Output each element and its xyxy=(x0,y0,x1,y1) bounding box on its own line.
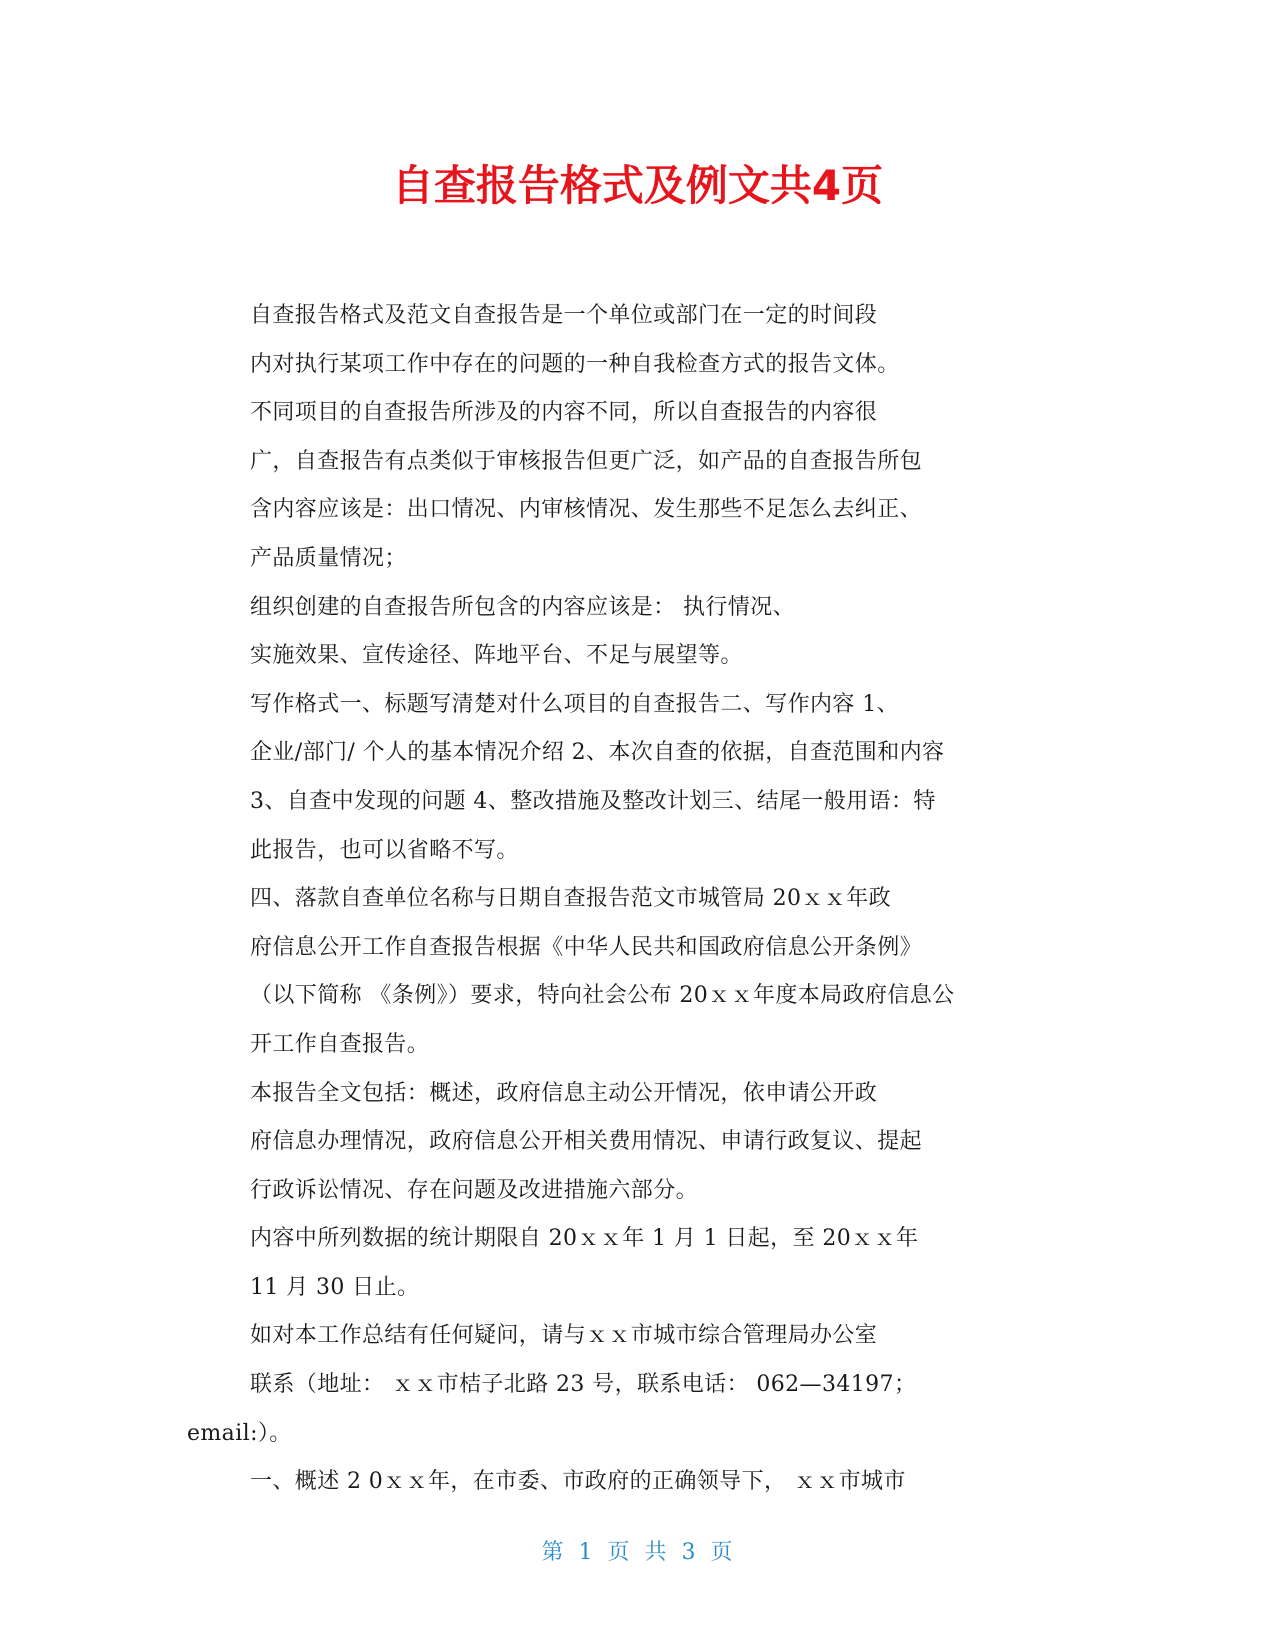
document-title: 自查报告格式及例文共4页 xyxy=(391,161,884,210)
body-line: 产品质量情况； xyxy=(250,545,407,571)
body-line: 含内容应该是：出口情况、内审核情况、发生那些不足怎么去纠正、 xyxy=(250,497,923,523)
body-line: 组织创建的自查报告所包含的内容应该是： 执行情况、 xyxy=(250,594,795,620)
body-line: 府信息公开工作自查报告根据《中华人民共和国政府信息公开条例》 xyxy=(250,934,923,960)
body-line: 开工作自查报告。 xyxy=(250,1031,430,1057)
body-line: （以下简称 《条例》）要求，特向社会公布 20ｘｘ年度本局政府信息公 xyxy=(250,983,955,1009)
body-line: 一、概述 2 0ｘｘ年，在市委、市政府的正确领导下， ｘｘ市城市 xyxy=(250,1469,906,1495)
document-body xyxy=(0,292,1275,1507)
body-line: 府信息办理情况，政府信息公开相关费用情况、申请行政复议、提起 xyxy=(250,1129,923,1155)
body-line: 内对执行某项工作中存在的问题的一种自我检查方式的报告文体。 xyxy=(250,351,900,377)
body-line: 3、自查中发现的问题 4、整改措施及整改计划三、结尾一般用语：特 xyxy=(250,788,936,814)
body-line: 不同项目的自查报告所涉及的内容不同，所以自查报告的内容很 xyxy=(250,400,878,426)
body-line: 如对本工作总结有任何疑问，请与ｘｘ市城市综合管理局办公室 xyxy=(250,1323,878,1349)
body-line: 广，自查报告有点类似于审核报告但更广泛，如产品的自查报告所包 xyxy=(250,448,923,474)
body-line: 本报告全文包括：概述，政府信息主动公开情况，依申请公开政 xyxy=(250,1080,878,1106)
body-line: 四、落款自查单位名称与日期自查报告范文市城管局 20ｘｘ年政 xyxy=(250,886,891,912)
body-line: 写作格式一、标题写清楚对什么项目的自查报告二、写作内容 1、 xyxy=(250,691,899,717)
body-line: 企业/部门/ 个人的基本情况介绍 2、本次自查的依据，自查范围和内容 xyxy=(250,740,945,766)
body-line: 实施效果、宣传途径、阵地平台、不足与展望等。 xyxy=(250,643,743,669)
body-line: 此报告，也可以省略不写。 xyxy=(250,837,519,863)
body-line: email:）。 xyxy=(187,1420,292,1446)
body-line: 行政诉讼情况、存在问题及改进措施六部分。 xyxy=(250,1177,699,1203)
page-number-footer: 第 1 页 共 3 页 xyxy=(541,1540,734,1565)
body-line: 内容中所列数据的统计期限自 20ｘｘ年 1 月 1 日起，至 20ｘｘ年 xyxy=(250,1226,919,1252)
body-line: 11 月 30 日止。 xyxy=(250,1274,420,1300)
body-line: 联系（地址： ｘｘ市桔子北路 23 号，联系电话： 062—34197； xyxy=(250,1372,917,1398)
body-line: 自查报告格式及范文自查报告是一个单位或部门在一定的时间段 xyxy=(250,303,878,328)
